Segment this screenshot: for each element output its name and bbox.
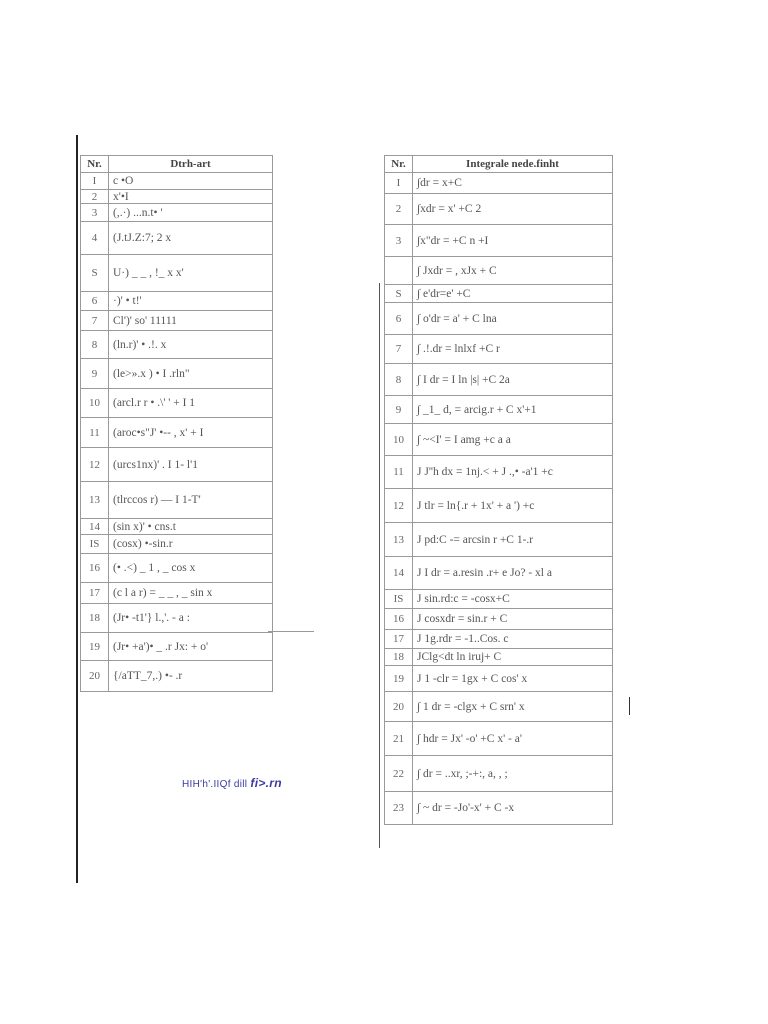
row-number: 17 (81, 583, 109, 604)
row-number: S (81, 255, 109, 292)
row-formula: ·)' • t!' (109, 292, 273, 311)
row-formula: (J.tJ.Z:7; 2 x (109, 222, 273, 255)
integrals-body (385, 173, 613, 825)
table-row (385, 756, 613, 792)
row-number: 16 (81, 554, 109, 583)
table-row (81, 418, 273, 448)
row-number: 8 (81, 331, 109, 359)
row-formula: (Jr• -t1'} l.,'. - a : (109, 604, 273, 633)
row-number: 2 (81, 190, 109, 204)
table-row (385, 590, 613, 609)
row-formula: J 1 -clr = 1gx + C cos' x (413, 666, 613, 692)
table-row (81, 389, 273, 418)
row-formula: (ln.r)' • .!. x (109, 331, 273, 359)
row-number: 12 (81, 448, 109, 482)
table-row (81, 535, 273, 554)
row-number: 10 (81, 389, 109, 418)
table-row (385, 194, 613, 225)
table-row (81, 554, 273, 583)
table-row (81, 292, 273, 311)
row-formula: U·) _ _ , !_ x x' (109, 255, 273, 292)
row-formula: {/aTT_7,.) •- .r (109, 661, 273, 692)
stray-rule (268, 631, 314, 632)
row-formula: ∫x"dr = +C n +I (413, 225, 613, 257)
row-formula: ∫ .!.dr = lnlxf +C r (413, 335, 613, 364)
row-formula: J cosxdr = sin.r + C (413, 609, 613, 630)
center-rule (379, 283, 380, 848)
row-number (385, 257, 413, 285)
derivatives-body (81, 173, 273, 692)
row-number: 3 (81, 204, 109, 222)
row-formula: J J''h dx = 1nj.< + J .,• -a'1 +c (413, 456, 613, 489)
row-number: 19 (385, 666, 413, 692)
row-number: 21 (385, 722, 413, 756)
row-number: 8 (385, 364, 413, 396)
header-integral: Integrale nede.finht (413, 156, 613, 173)
row-formula: ∫ I dr = I ln |s| +C 2a (413, 364, 613, 396)
row-formula: ∫ e'dr=e' +C (413, 285, 613, 303)
table-row (385, 523, 613, 557)
row-number: 20 (81, 661, 109, 692)
row-number: 7 (81, 311, 109, 331)
row-formula: ∫ Jxdr = , xJx + C (413, 257, 613, 285)
table-row (385, 666, 613, 692)
table-row (385, 303, 613, 335)
row-formula: (sin x)' • cns.t (109, 519, 273, 535)
table-row (81, 604, 273, 633)
table-row (81, 255, 273, 292)
row-formula: x'•I (109, 190, 273, 204)
table-row (81, 359, 273, 389)
table-row (385, 335, 613, 364)
row-formula: ∫ 1 dr = -clgx + C srn' x (413, 692, 613, 722)
row-formula: ∫ o'dr = a' + C lna (413, 303, 613, 335)
row-number: 9 (385, 396, 413, 424)
footnote-text: HIH'h'.IIQf dill (182, 779, 248, 790)
row-number: I (385, 173, 413, 194)
table-row (81, 482, 273, 519)
table-row (385, 225, 613, 257)
table-header-row (385, 156, 613, 173)
header-nr: Nr. (81, 156, 109, 173)
row-number: 18 (81, 604, 109, 633)
table-row (385, 722, 613, 756)
row-number: 9 (81, 359, 109, 389)
row-number: 17 (385, 630, 413, 649)
row-number: 2 (385, 194, 413, 225)
table-row (81, 519, 273, 535)
table-row (385, 456, 613, 489)
row-number: 4 (81, 222, 109, 255)
header-nr: Nr. (385, 156, 413, 173)
row-formula: J tlr = ln{.r + 1x' + a ') +c (413, 489, 613, 523)
row-number: S (385, 285, 413, 303)
row-formula: ∫xdr = x' +C 2 (413, 194, 613, 225)
row-formula: ∫ hdr = Jx' -o' +C x' - a' (413, 722, 613, 756)
table-row (81, 190, 273, 204)
row-number: 13 (81, 482, 109, 519)
row-number: IS (81, 535, 109, 554)
row-number: 11 (385, 456, 413, 489)
row-formula: (c l a r) = _ _ , _ sin x (109, 583, 273, 604)
table-row (81, 173, 273, 190)
table-row (81, 661, 273, 692)
row-formula: (• .<) _ 1 , _ cos x (109, 554, 273, 583)
row-formula: (urcs1nx)' . I 1- l'1 (109, 448, 273, 482)
row-number: 10 (385, 424, 413, 456)
derivatives-table (80, 155, 273, 692)
row-number: IS (385, 590, 413, 609)
table-row (385, 649, 613, 666)
row-number: 18 (385, 649, 413, 666)
row-formula: JClg<dt ln iruj+ C (413, 649, 613, 666)
table-row (385, 173, 613, 194)
table-header-row (81, 156, 273, 173)
row-formula: J 1g.rdr = -1..Cos. c (413, 630, 613, 649)
row-number: 19 (81, 633, 109, 661)
row-number: 13 (385, 523, 413, 557)
table-row (385, 424, 613, 456)
table-row (385, 257, 613, 285)
row-formula: (arcl.r r • .\' ' + I 1 (109, 389, 273, 418)
row-number: 14 (81, 519, 109, 535)
row-number: I (81, 173, 109, 190)
table-row (385, 692, 613, 722)
row-number: 6 (385, 303, 413, 335)
row-number: 7 (385, 335, 413, 364)
table-row (385, 609, 613, 630)
table-row (385, 792, 613, 825)
row-number: 6 (81, 292, 109, 311)
left-margin-rule (76, 135, 78, 883)
row-number: 14 (385, 557, 413, 590)
row-formula: (,.·) ...n.t• ' (109, 204, 273, 222)
row-formula: J pd:C -= arcsin r +C 1-.r (413, 523, 613, 557)
row-formula: (tlrccos r) — I 1-T' (109, 482, 273, 519)
table-row (385, 630, 613, 649)
table-row (385, 285, 613, 303)
table-row (81, 331, 273, 359)
row-formula: (Jr• +a')• _ .r Jx: + o' (109, 633, 273, 661)
footnote-emph: fi>.rn (250, 776, 282, 790)
row-formula: (aroc•s"J' •-- , x' + I (109, 418, 273, 448)
table-row (81, 222, 273, 255)
table-row (81, 204, 273, 222)
right-mark (629, 697, 630, 715)
table-row (385, 557, 613, 590)
table-row (81, 311, 273, 331)
row-formula: Cl')' so' 11111 (109, 311, 273, 331)
row-formula: c •O (109, 173, 273, 190)
row-number: 12 (385, 489, 413, 523)
table-row (81, 633, 273, 661)
row-formula: ∫ ~ dr = -Jo'-x' + C -x (413, 792, 613, 825)
integrals-table (384, 155, 613, 825)
row-formula: ∫ dr = ..xr, ;-+:, a, , ; (413, 756, 613, 792)
row-number: 23 (385, 792, 413, 825)
row-formula: ∫ _1_ d, = arcig.r + C x'+1 (413, 396, 613, 424)
row-formula: J I dr = a.resin .r+ e Jo? - xl a (413, 557, 613, 590)
row-formula: (cosx) •-sin.r (109, 535, 273, 554)
row-number: 11 (81, 418, 109, 448)
table-row (81, 583, 273, 604)
row-formula: ∫dr = x+C (413, 173, 613, 194)
footnote (182, 776, 282, 790)
table-row (385, 489, 613, 523)
header-derivative: Dtrh-art (109, 156, 273, 173)
table-row (385, 364, 613, 396)
row-formula: ∫ ~<I' = I amg +c a a (413, 424, 613, 456)
row-formula: (le>».x ) • I .rln" (109, 359, 273, 389)
row-number: 16 (385, 609, 413, 630)
row-number: 3 (385, 225, 413, 257)
row-number: 22 (385, 756, 413, 792)
table-row (81, 448, 273, 482)
row-number: 20 (385, 692, 413, 722)
table-row (385, 396, 613, 424)
row-formula: J sin.rd:c = -cosx+C (413, 590, 613, 609)
